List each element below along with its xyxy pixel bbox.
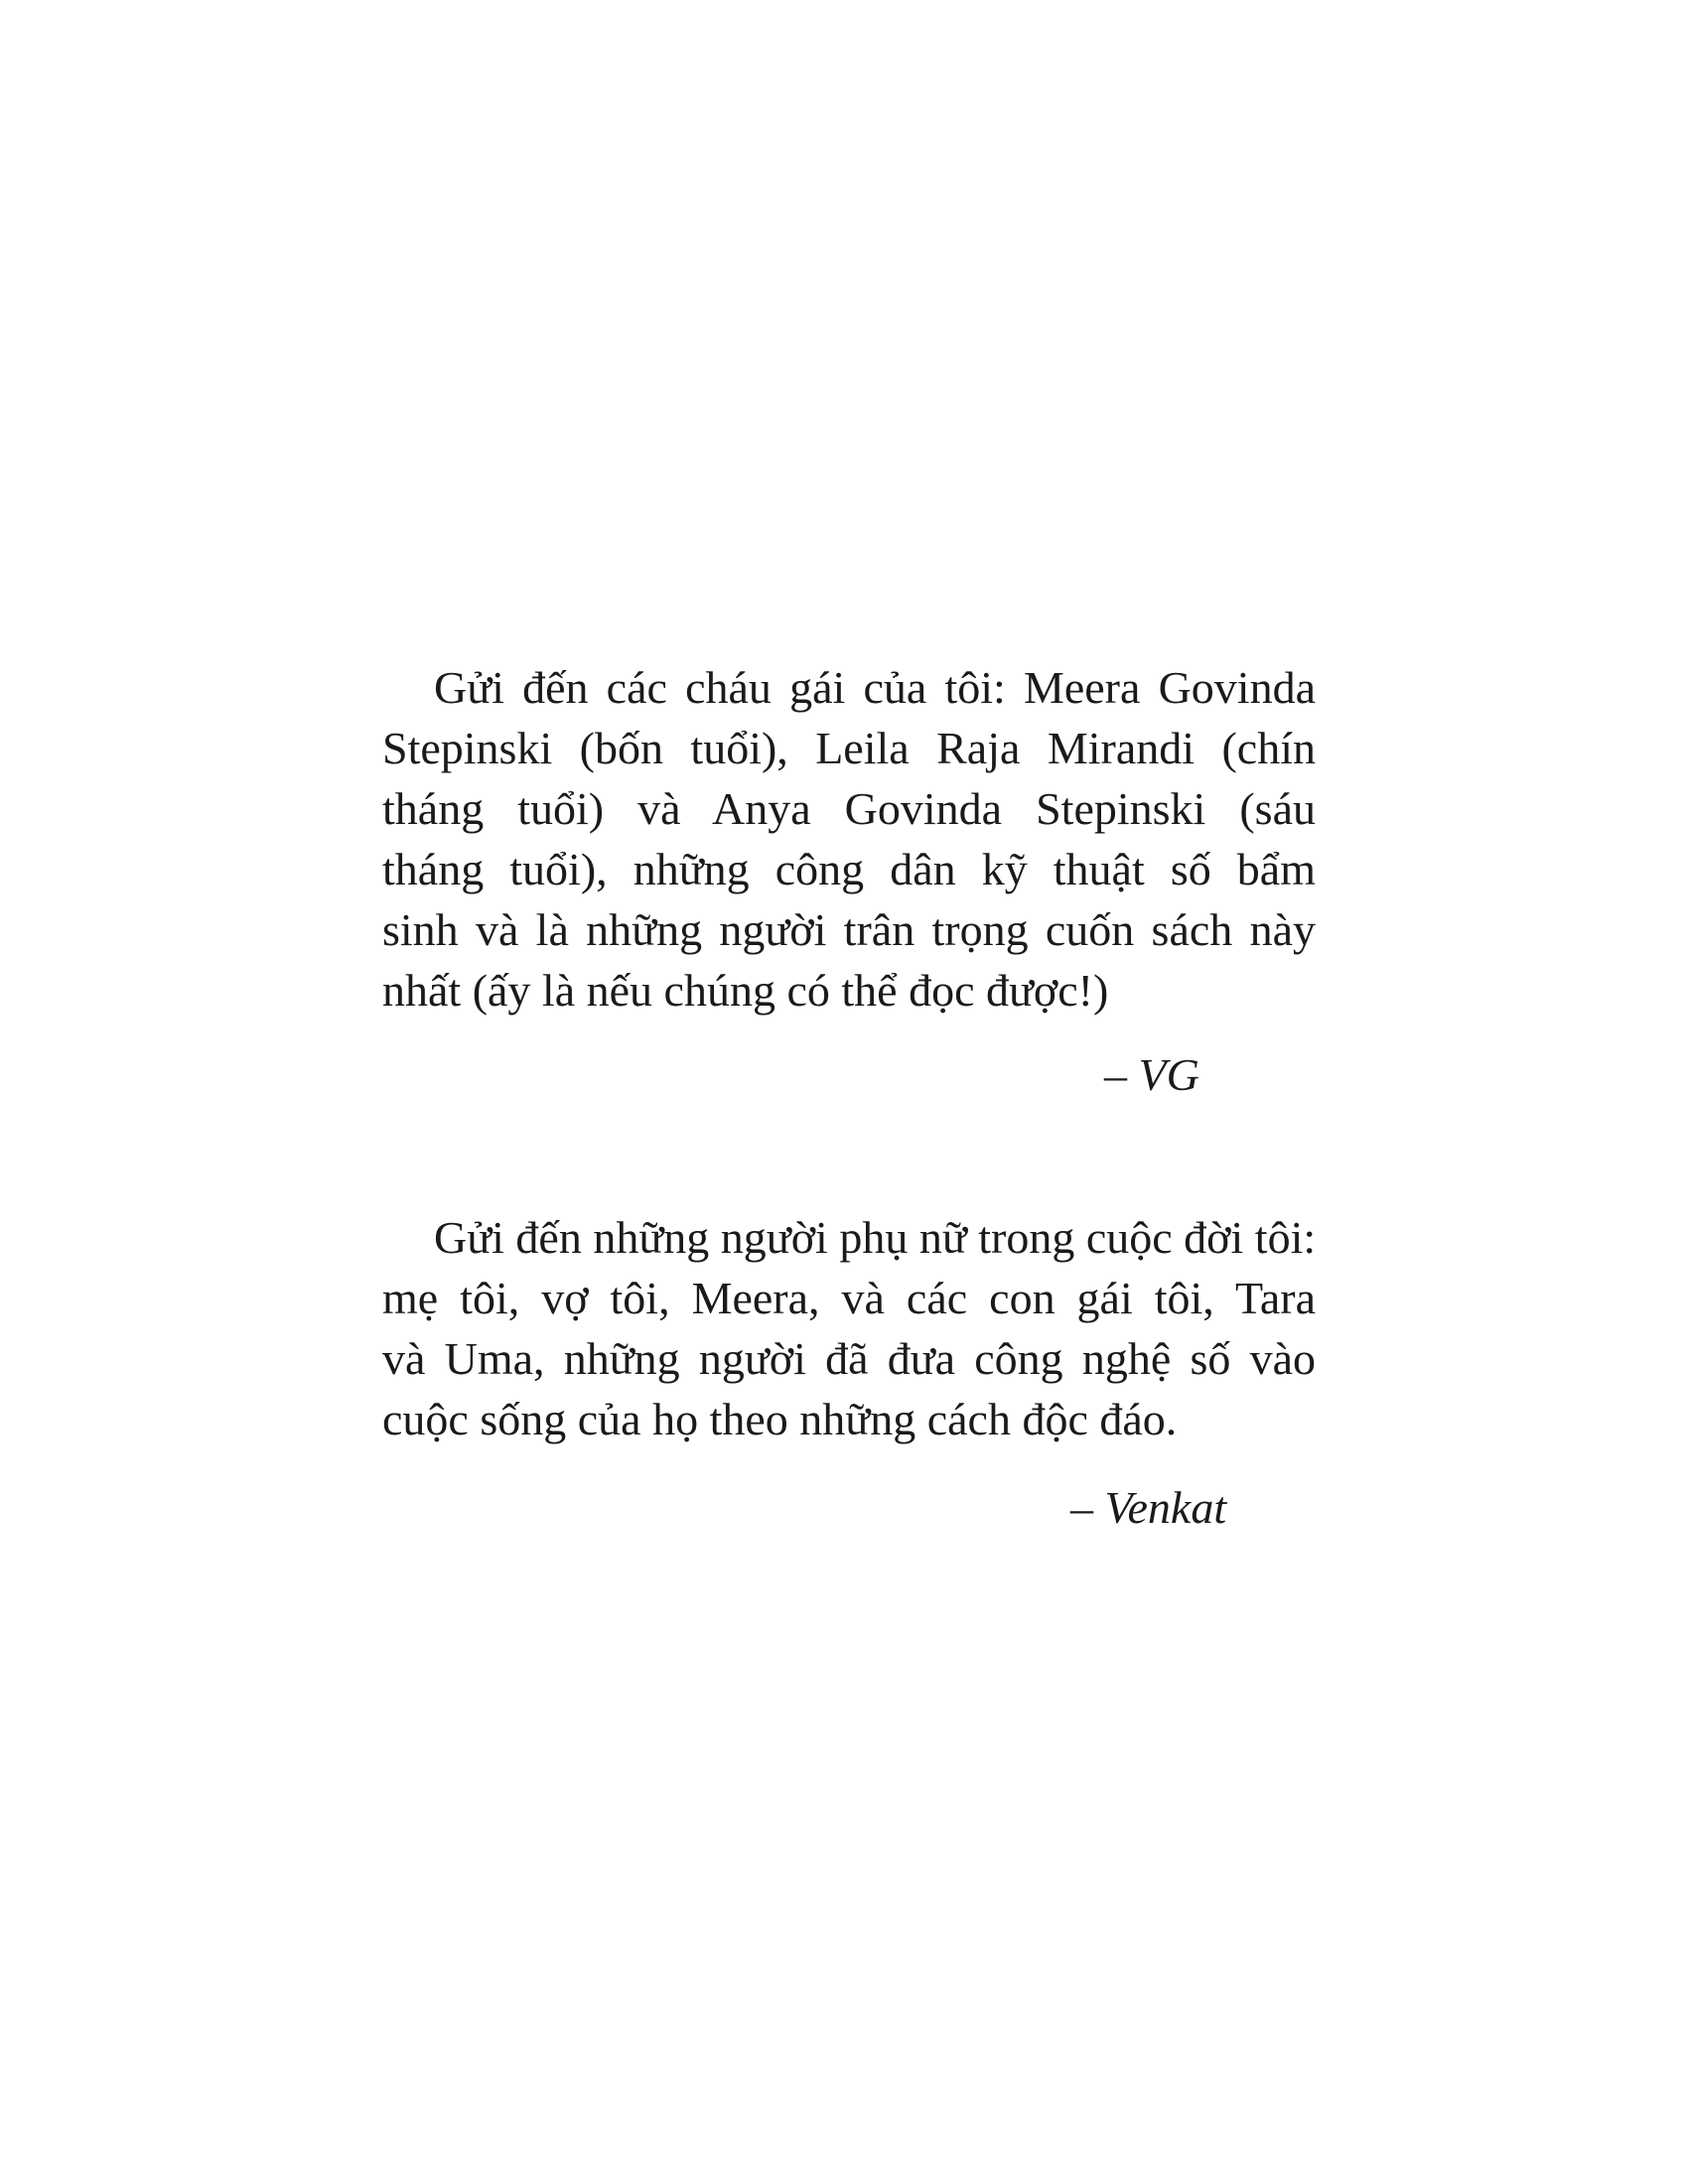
signature-vg: – VG: [1104, 1049, 1199, 1100]
dedication-line: cuộc sống của họ theo những cách độc đáo.: [382, 1394, 1178, 1444]
dedication-line: Stepinski (bốn tuổi), Leila Raja Mirandi (chín: [382, 723, 1316, 773]
dedication-line: tháng tuổi) và Anya Govinda Stepinski (sáu: [382, 783, 1316, 834]
dedication-line: Gửi đến những người phụ nữ trong cuộc đời tôi:: [434, 1212, 1317, 1263]
signature-venkat: – Venkat: [1070, 1482, 1227, 1533]
dedication-line: sinh và là những người trân trọng cuốn sách này: [382, 904, 1316, 955]
dedication-line: và Uma, những người đã đưa công nghệ số vào: [382, 1333, 1316, 1384]
dedication-line: tháng tuổi), những công dân kỹ thuật số bẩm: [382, 844, 1316, 894]
dedication-line: nhất (ấy là nếu chúng có thể đọc được!): [382, 965, 1109, 1016]
dedication-line: Gửi đến các cháu gái của tôi: Meera Govinda: [434, 662, 1316, 713]
dedication-women: [382, 1207, 1316, 1449]
dedication-grandchildren: [382, 657, 1316, 1021]
dedication-line: mẹ tôi, vợ tôi, Meera, và các con gái tôi, Tara: [382, 1273, 1316, 1323]
